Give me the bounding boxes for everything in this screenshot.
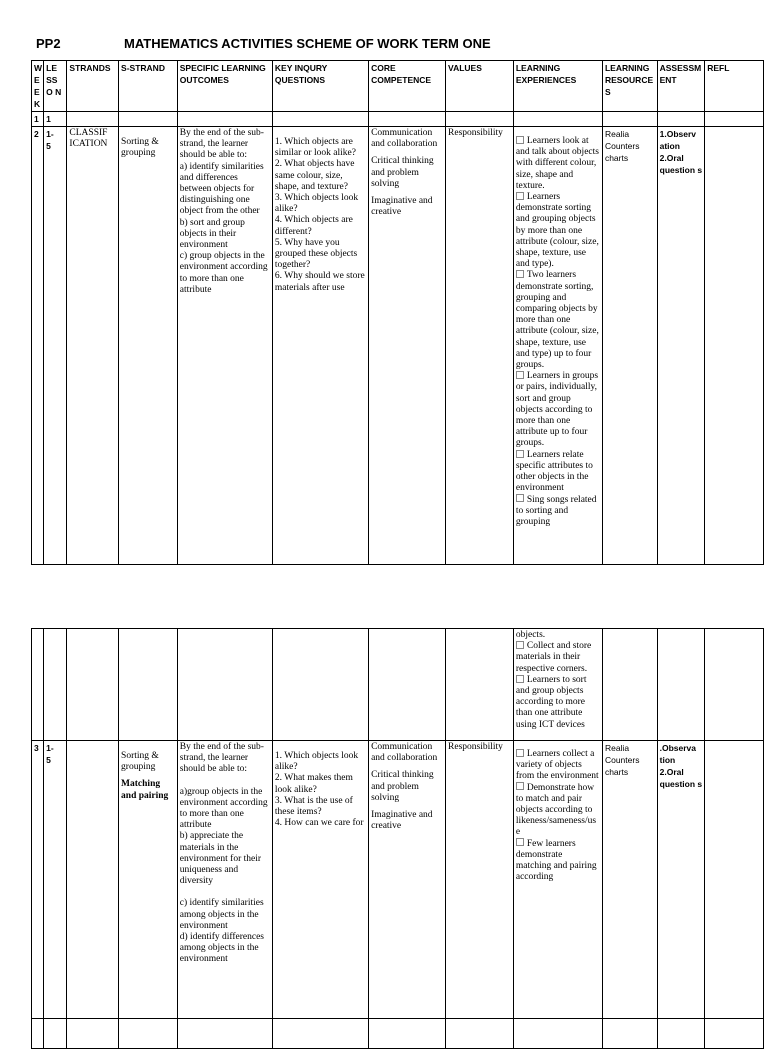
- bullet-box-icon: [516, 371, 524, 379]
- col-week-header: W E E K: [32, 61, 44, 112]
- resources-cell: Realia Counters charts: [602, 741, 657, 1019]
- table-row: [32, 629, 764, 741]
- bullet-box-icon: [516, 641, 524, 649]
- scheme-table-page-1: [31, 60, 764, 565]
- core-cell: [369, 741, 446, 1019]
- week-cell: 1: [32, 112, 44, 127]
- col-values-header: VALUES: [446, 61, 514, 112]
- col-core-header: CORE COMPETENCE: [369, 61, 446, 112]
- le-cell: Learners look at and talk about objects with different colour, size, shape and texture. Learners demonstrate sorting and grouping objects by more than one attribute (colour, size, shape, texture, use and type). Two learners demonstrate sorting, grouping and comparing objects by more than one attribute (colour, size, shape, texture, use and type) up to four groups. Learners in groups or pairs, individually, sort and group objects according to more than one attribute up to four groups. Learners relate specific attributes to other objects in the environment Sing songs related to sorting and grouping: [513, 127, 602, 565]
- resources-cell: Realia Counters charts: [602, 127, 657, 565]
- bullet-box-icon: [516, 782, 524, 790]
- core-cell: [369, 127, 446, 565]
- values-cell: Responsibility: [446, 127, 514, 565]
- bullet-box-icon: [516, 136, 524, 144]
- table-row: [32, 741, 764, 1019]
- reflection-cell: [705, 127, 764, 565]
- bullet-box-icon: [516, 270, 524, 278]
- bullet-box-icon: [516, 675, 524, 683]
- kiq-cell: 1. Which objects look alike? 2. What makes them look alike? 3. What is the use of these items? 4. How can we care for: [272, 741, 368, 1019]
- le-cell: Learners collect a variety of objects from the environment Demonstrate how to match and pair objects according to likeness/sameness/use Few learners demonstrate matching and pairing according: [513, 741, 602, 1019]
- slo-cell: By the end of the sub-strand, the learner should be able to: a) identify similarities and differences between objects for distinguishing one object from the other b) sort and group objects in their environment c) group objects in the environment according to more than one attribute: [177, 127, 272, 565]
- slo-cell: By the end of the sub-strand, the learner should be able to: a)group objects in the environment according to more than one attribute b) appreciate the materials in the environment for their uniqueness and diversity c) identify similarities among objects in the environment d) identify differences among objects in the environment: [177, 741, 272, 1019]
- table-row: [32, 127, 764, 565]
- core-item: Imaginative and creative: [371, 810, 433, 832]
- substrand-cell: Sorting & grouping Matching and pairing: [119, 741, 178, 1019]
- col-substrand-header: S-STRAND: [119, 61, 178, 112]
- col-refl-header: REFL: [705, 61, 764, 112]
- lesson-cell: 1: [44, 112, 67, 127]
- table-row: [32, 112, 764, 127]
- lesson-cell: 1- 5: [44, 127, 67, 565]
- col-kiq-header: KEY INQURY QUESTIONS: [272, 61, 368, 112]
- week-cell: 3: [32, 741, 44, 1019]
- core-item: Imaginative and creative: [371, 196, 433, 218]
- core-item: Critical thinking and problem solving: [371, 156, 434, 189]
- col-le-header: LEARNING EXPERIENCES: [513, 61, 602, 112]
- header-row: [32, 61, 764, 112]
- col-slo-header: SPECIFIC LEARNING OUTCOMES: [177, 61, 272, 112]
- col-assess-header: ASSESSM ENT: [657, 61, 705, 112]
- bullet-box-icon: [516, 192, 524, 200]
- bullet-box-icon: [516, 749, 524, 757]
- core-item: Critical thinking and problem solving: [371, 770, 434, 803]
- le-cell: objects. Collect and store materials in their respective corners. Learners to sort and group objects according to more than one attribute using ICT devices: [513, 629, 602, 741]
- class-code: PP2: [36, 36, 61, 51]
- core-item: Communication and collaboration: [371, 742, 438, 764]
- reflection-cell: [705, 741, 764, 1019]
- scheme-table-page-2: [31, 628, 764, 1049]
- core-item: Communication and collaboration: [371, 128, 438, 150]
- values-cell: Responsibility: [446, 741, 514, 1019]
- strand-cell: CLASSIF ICATION: [67, 127, 119, 565]
- document-title: MATHEMATICS ACTIVITIES SCHEME OF WORK TERM ONE: [124, 36, 491, 51]
- bullet-box-icon: [516, 838, 524, 846]
- kiq-cell: 1. Which objects are similar or look alike? 2. What objects have same colour, size, shape, and texture? 3. Which objects look alike? 4. Which objects are different? 5. Why have you grouped these objects together? 6. Why should we store materials after use: [272, 127, 368, 565]
- bullet-box-icon: [516, 494, 524, 502]
- assessment-cell: 1.Observ ation 2.Oral question s: [657, 127, 705, 565]
- strand-cell: [67, 741, 119, 1019]
- col-lr-header: LEARNING RESOURCE S: [602, 61, 657, 112]
- substrand-cell: Sorting & grouping: [119, 127, 178, 565]
- col-strands-header: STRANDS: [67, 61, 119, 112]
- week-cell: 2: [32, 127, 44, 565]
- col-lesson-header: LE SS O N: [44, 61, 67, 112]
- bullet-box-icon: [516, 450, 524, 458]
- assessment-cell: .Observa tion 2.Oral question s: [657, 741, 705, 1019]
- table-row: [32, 1019, 764, 1049]
- lesson-cell: 1- 5: [44, 741, 67, 1019]
